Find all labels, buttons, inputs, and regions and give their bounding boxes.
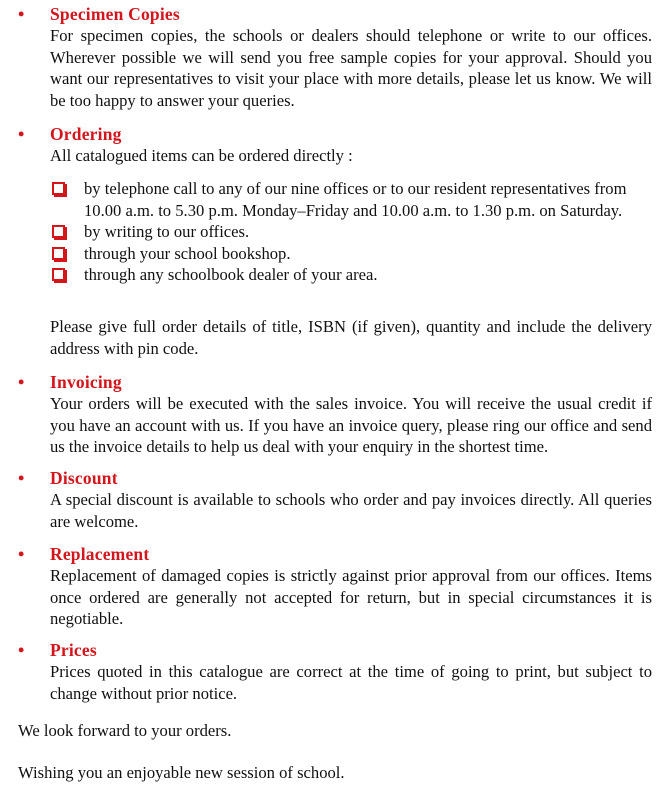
bullet-icon: •: [18, 544, 25, 564]
bullet-icon: •: [18, 640, 25, 660]
option-text: through your school bookshop.: [84, 243, 291, 263]
list-item: [50, 221, 652, 243]
section-replacement: [18, 544, 654, 630]
closing-line: Wishing you an enjoyable new session of school.: [18, 763, 345, 782]
option-text: by telephone call to any of our nine offices or to our resident representatives from 10.00 a.m. to 5.30 p.m. Monday–Friday and 10.00 a.m. to 1.30 p.m. on Saturday.: [84, 179, 627, 220]
section-invoicing: [18, 372, 654, 458]
section-text: For specimen copies, the schools or dealers should telephone or write to our offices. Wherever possible we will send you free sample copies for your approval. Should you want our representatives to visit your place with more details, please let us know. We will be too happy to answer your queries.: [50, 26, 652, 110]
section-ordering: [18, 124, 654, 364]
section-heading: Ordering: [50, 124, 122, 144]
ordering-note: Please give full order details of title, ISBN (if given), quantity and include the delivery address with pin code.: [50, 317, 652, 358]
closing-line: We look forward to your orders.: [18, 721, 232, 740]
section-text: Prices quoted in this catalogue are correct at the time of going to print, but subject to change without prior notice.: [50, 662, 652, 703]
section-heading: Discount: [50, 468, 118, 488]
option-text: by writing to our offices.: [84, 222, 250, 241]
bullet-icon: •: [18, 4, 25, 24]
section-heading: Invoicing: [50, 372, 122, 392]
option-text: through any schoolbook dealer of your area.: [84, 265, 378, 284]
section-heading: Specimen Copies: [50, 4, 180, 24]
checkbox-bullet-icon: [52, 225, 65, 238]
section-text: Your orders will be executed with the sales invoice. You will receive the usual credit if you have an account with us. If you have an invoice query, please ring our office and send us the invoice details to help us deal with your enquiry in the shortest time.: [50, 394, 652, 456]
list-item: [50, 243, 652, 265]
list-item: [50, 178, 652, 221]
ordering-options-list: [50, 178, 652, 286]
bullet-icon: •: [18, 372, 25, 392]
section-text: Replacement of damaged copies is strictly against prior approval from our offices. Items once ordered are generally not accepted for return, but in special circumstances it is negotiable.: [50, 566, 652, 628]
checkbox-bullet-icon: [52, 182, 65, 195]
section-discount: [18, 468, 654, 534]
section-specimen-copies: [18, 4, 654, 114]
checkbox-bullet-icon: [52, 247, 65, 260]
checkbox-bullet-icon: [52, 268, 65, 281]
section-heading: Prices: [50, 640, 97, 660]
section-text: All catalogued items can be ordered directly :: [50, 146, 353, 165]
section-text: A special discount is available to schools who order and pay invoices directly. All queries are welcome.: [50, 490, 652, 531]
section-heading: Replacement: [50, 544, 150, 564]
bullet-icon: •: [18, 124, 25, 144]
list-item: [50, 264, 652, 286]
bullet-icon: •: [18, 468, 25, 488]
section-prices: [18, 640, 654, 706]
